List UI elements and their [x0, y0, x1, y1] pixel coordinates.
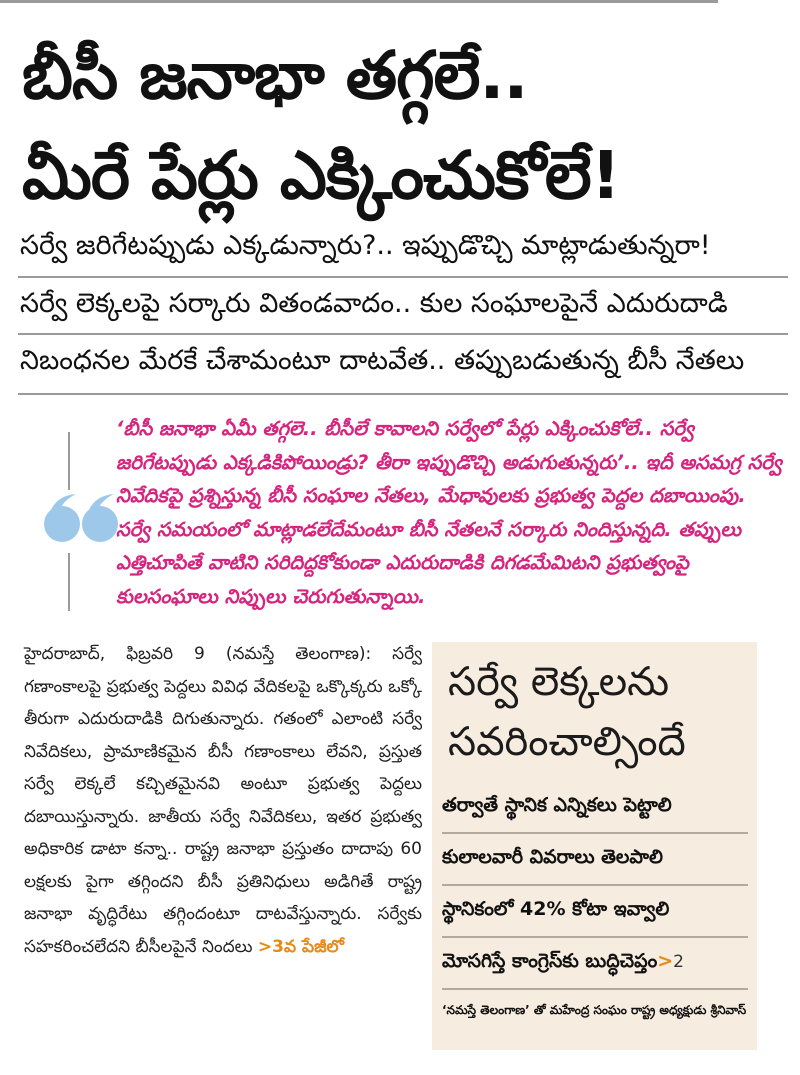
- headline-line-2: మీరే పేర్లు ఎక్కించుకోలే!: [22, 137, 620, 214]
- sidebar-footer: ‘నమస్తే తెలంగాణ’ తో మహేంద్ర సంఘం రాష్ట్ర అధ్యక్షుడు శ్రీనివాస్: [442, 1003, 747, 1017]
- page-ref-number[interactable]: 2: [673, 952, 684, 972]
- subhead-3: నిబంధనల మేరకే చేశామంటూ దాటవేత.. తప్పుబడుతున్న బీసీ నేతలు: [20, 345, 745, 376]
- quote-divider: [68, 553, 70, 611]
- article-body: [24, 638, 422, 963]
- sidebar-box: [432, 642, 757, 1050]
- subhead-1: సర్వే జరిగేటప్పుడు ఎక్కడున్నారు?.. ఇప్పుడొచ్చి మాట్లాడుతున్నరా!: [20, 230, 711, 261]
- quote-marks-icon: [38, 490, 124, 550]
- sidebar-item-text: మోసగిస్తే కాంగ్రెస్‌కు బుద్ధిచెప్తం: [442, 950, 658, 972]
- sidebar-list: [442, 782, 748, 1030]
- sidebar-item: కులాలవారీ వివరాలు తెలపాలి: [442, 834, 748, 886]
- quote-text: ‘బీసీ జనాభా ఏమీ తగ్గలె.. బీసీలే కావాలని సర్వేలో పేర్లు ఎక్కించుకోలే.. సర్వే జరిగేటప్పుడు ఎక్కడికిపోయిండ్రు? తీరా ఇప్పుడొచ్చి అడుగుతున్నరు’.. ఇదీ అసమగ్ర సర్వే నివేదికపై ప్రశ్నిస్తున్న బీసీ సంఘాల నేతలు, మేధావులకు ప్రభుత్వ పెద్దల దబాయింపు. సర్వే సమయంలో మాట్లాడలేదేమంటూ బీసీ నేతలనే సర్కారు నిందిస్తున్నది. తప్పులు ఎత్తిచూపితే వాటిని సరిదిద్దకోకుండా ఎదురుదాడికి దిగడమేమిటని ప్రభుత్వంపై కులసంఘాలు నిప్పులు చెరుగుతున్నాయి.: [116, 417, 782, 608]
- quote-divider: [68, 432, 70, 490]
- sidebar-item: [442, 938, 748, 990]
- top-divider: [0, 0, 718, 3]
- article-text: హైదరాబాద్, ఫిబ్రవరి 9 (నమస్తే తెలంగాణ): సర్వే గణాంకాలపై ప్రభుత్వ పెద్దలు వివిధ వేదికలపై ఒక్కొక్కరు ఒక్కో తీరుగా ఎదురుదాడికి దిగుతున్నారు. గతంలో ఎలాంటి సర్వే నివేదికలు, ప్రామాణికమైన బీసీ గణాంకాలు లేవని, ప్రస్తుత సర్వే లెక్కలే కచ్చితమైనవి అంటూ ప్రభుత్వ పెద్దలు దబాయిస్తున్నారు. జాతీయ సర్వే నివేదికలు, ఇతర ప్రభుత్వ అధికారిక డాటా కన్నా.. రాష్ట్ర జనాభా ప్రస్తుతం దాదాపు 60 లక్షలకు పైగా తగ్గిందని బీసీ ప్రతినిధులు అడిగితే రాష్ట్ర జనాభా వృద్ధిరేటు తగ్గిందంటూ దాటవేస్తున్నారు. సర్వేకు సహకరించలేదని బీసీలపైనే నిందలు: [24, 644, 422, 957]
- sidebar-item: స్థానికంలో 42% కోటా ఇవ్వాలి: [442, 886, 748, 938]
- continued-on-page-link[interactable]: >3వ పేజీలో: [257, 936, 345, 957]
- subhead-divider: [18, 333, 788, 335]
- subhead-divider: [18, 393, 788, 395]
- headline-line-1: బీసీ జనాభా తగ్గలే..: [22, 37, 528, 114]
- page-ref-arrow-icon: >: [657, 950, 674, 972]
- continued-label: 3వ పేజీలో: [272, 936, 345, 957]
- sidebar-item: తర్వాతే స్థానిక ఎన్నికలు పెట్టాలి: [442, 782, 748, 834]
- subhead-divider: [18, 276, 788, 278]
- sidebar-title: సర్వే లెక్కలను సవరించాల్సిందే: [448, 659, 686, 765]
- pull-quote: [20, 408, 790, 620]
- subhead-2: సర్వే లెక్కలపై సర్కారు వితండవాదం.. కుల సంఘాలపైనే ఎదురుదాడి: [20, 288, 728, 319]
